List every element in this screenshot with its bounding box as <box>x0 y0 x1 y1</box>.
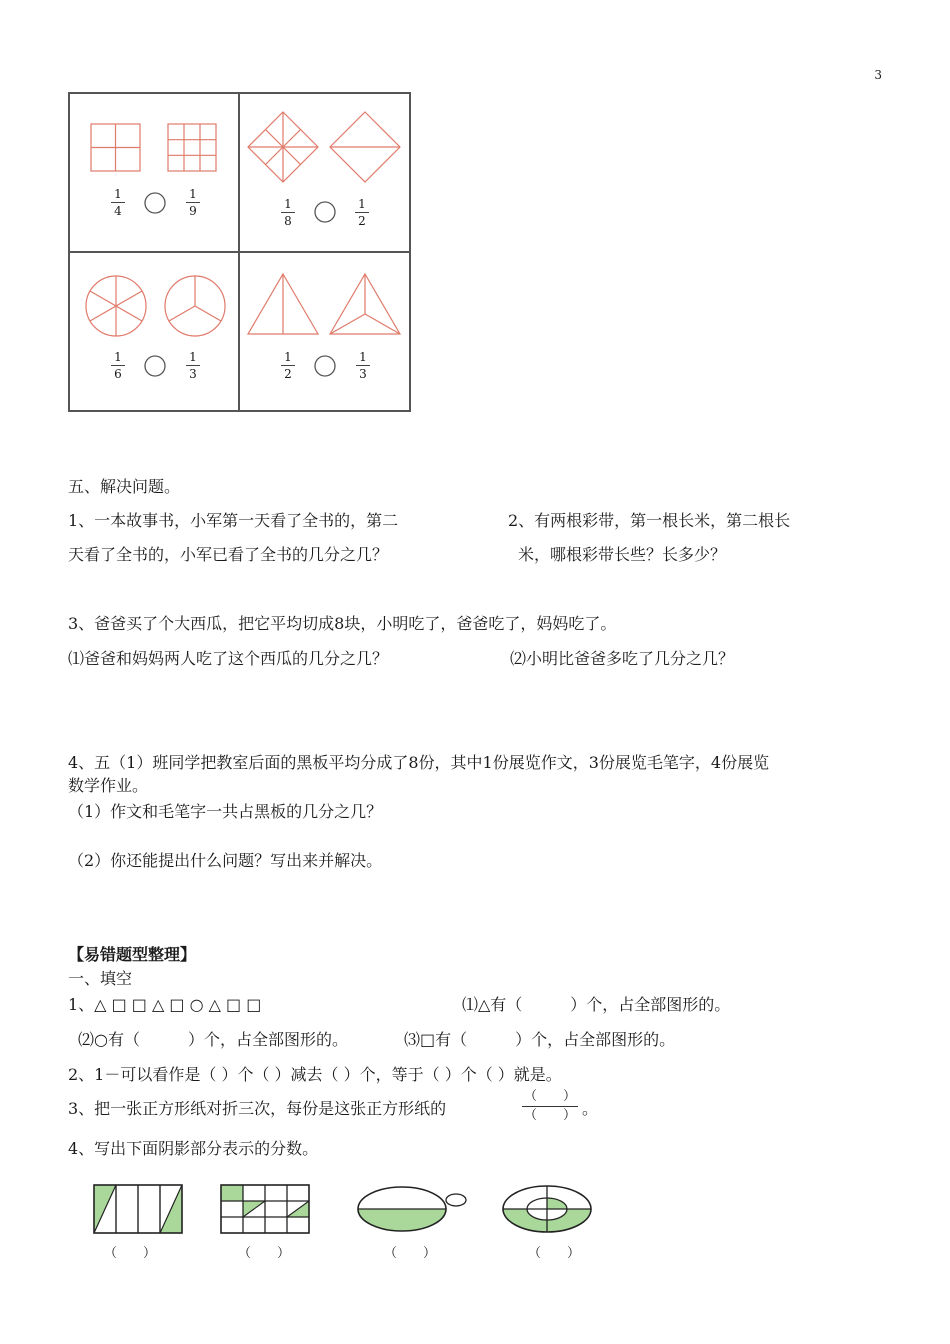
question-text: 3、把一张正方形纸对折三次，每份是这张正方形纸的 <box>68 1099 447 1118</box>
fraction-label: 1 6 <box>111 350 125 381</box>
compare-circle-4 <box>315 356 335 376</box>
shaded-grid-shape <box>221 1185 309 1233</box>
compare-circle-1 <box>145 193 165 213</box>
question-text: （2）你还能提出什么问题？写出来并解决。 <box>68 851 383 870</box>
question-text: 1、△ □ □ △ □ ○ △ □ □ <box>68 995 262 1014</box>
question-text: 4、写出下面阴影部分表示的分数。 <box>68 1139 319 1158</box>
fraction-label: 1 8 <box>281 197 295 228</box>
question-text: 4、五（1）班同学把教室后面的黑板平均分成了8份，其中1份展览作文，3份展览毛笔字，4份展览 <box>68 753 770 772</box>
question-text: ⑴△有（ ）个，占全部图形的。 <box>462 995 731 1014</box>
page-number: 3 <box>874 68 882 82</box>
fraction-label: 1 3 <box>186 350 200 381</box>
question-text: ⑵小明比爸爸多吃了几分之几？ <box>510 649 735 668</box>
question-text: 数学作业。 <box>68 776 149 795</box>
question-text: ⑵○有（ ）个，占全部图形的。 <box>78 1030 348 1049</box>
question-text: 3、爸爸买了个大西瓜，把它平均切成8块，小明吃了，爸爸吃了，妈妈吃了。 <box>68 614 617 633</box>
shaded-rectangle-diagonals-shape <box>94 1185 182 1233</box>
question-text: 米，哪根彩带长些？长多少？ <box>518 545 727 564</box>
question-text: 。 <box>582 1099 599 1118</box>
question-text: ⑴爸爸和妈妈两人吃了这个西瓜的几分之几？ <box>68 649 389 668</box>
square-quarters-shape <box>91 124 140 171</box>
triangle-thirds-shape <box>330 274 400 334</box>
question-text: 1、一本故事书，小军第一天看了全书的，第二 <box>68 511 399 530</box>
fraction-label: 1 3 <box>356 350 370 381</box>
question-text: 2、1－可以看作是（ ）个（ ）减去（ ）个，等于（ ）个（ ）就是。 <box>68 1065 562 1084</box>
circle-thirds-shape <box>165 276 225 336</box>
section-title: 【易错题型整理】 <box>68 945 197 964</box>
section-subtitle: 一、填空 <box>68 969 133 988</box>
shaded-shapes-figure <box>90 1183 610 1235</box>
question-text: 天看了全书的，小军已看了全书的几分之几？ <box>68 545 389 564</box>
square-ninths-shape <box>168 124 216 171</box>
triangle-halves-shape <box>248 274 318 334</box>
question-text: ⑶□有（ ）个，占全部图形的。 <box>404 1030 676 1049</box>
question-text: （1）作文和毛笔字一共占黑板的几分之几？ <box>68 802 383 821</box>
question-text: 2、有两根彩带，第一根长米，第二根长 <box>508 511 791 530</box>
compare-circle-2 <box>315 202 335 222</box>
circle-sixths-shape <box>86 276 146 336</box>
diamond-eighths-shape <box>248 112 318 182</box>
answer-fraction-blank[interactable]: （ ） （ ） <box>523 1089 576 1123</box>
fraction-label: 1 2 <box>281 350 295 381</box>
section-title: 五、解决问题。 <box>68 477 181 496</box>
fraction-label: 1 9 <box>186 187 200 218</box>
answer-blank[interactable]: （ ） <box>528 1246 581 1261</box>
fraction-label: 1 4 <box>111 187 125 218</box>
answer-blank[interactable]: （ ） <box>104 1246 157 1261</box>
answer-blank[interactable]: （ ） <box>384 1246 437 1261</box>
compare-circle-3 <box>145 356 165 376</box>
answer-blank[interactable]: （ ） <box>238 1246 291 1261</box>
diamond-halves-shape <box>330 112 400 182</box>
shaded-ring-shape <box>503 1186 591 1232</box>
fraction-label: 1 2 <box>355 197 369 228</box>
shaded-ellipse-shape <box>358 1187 466 1231</box>
